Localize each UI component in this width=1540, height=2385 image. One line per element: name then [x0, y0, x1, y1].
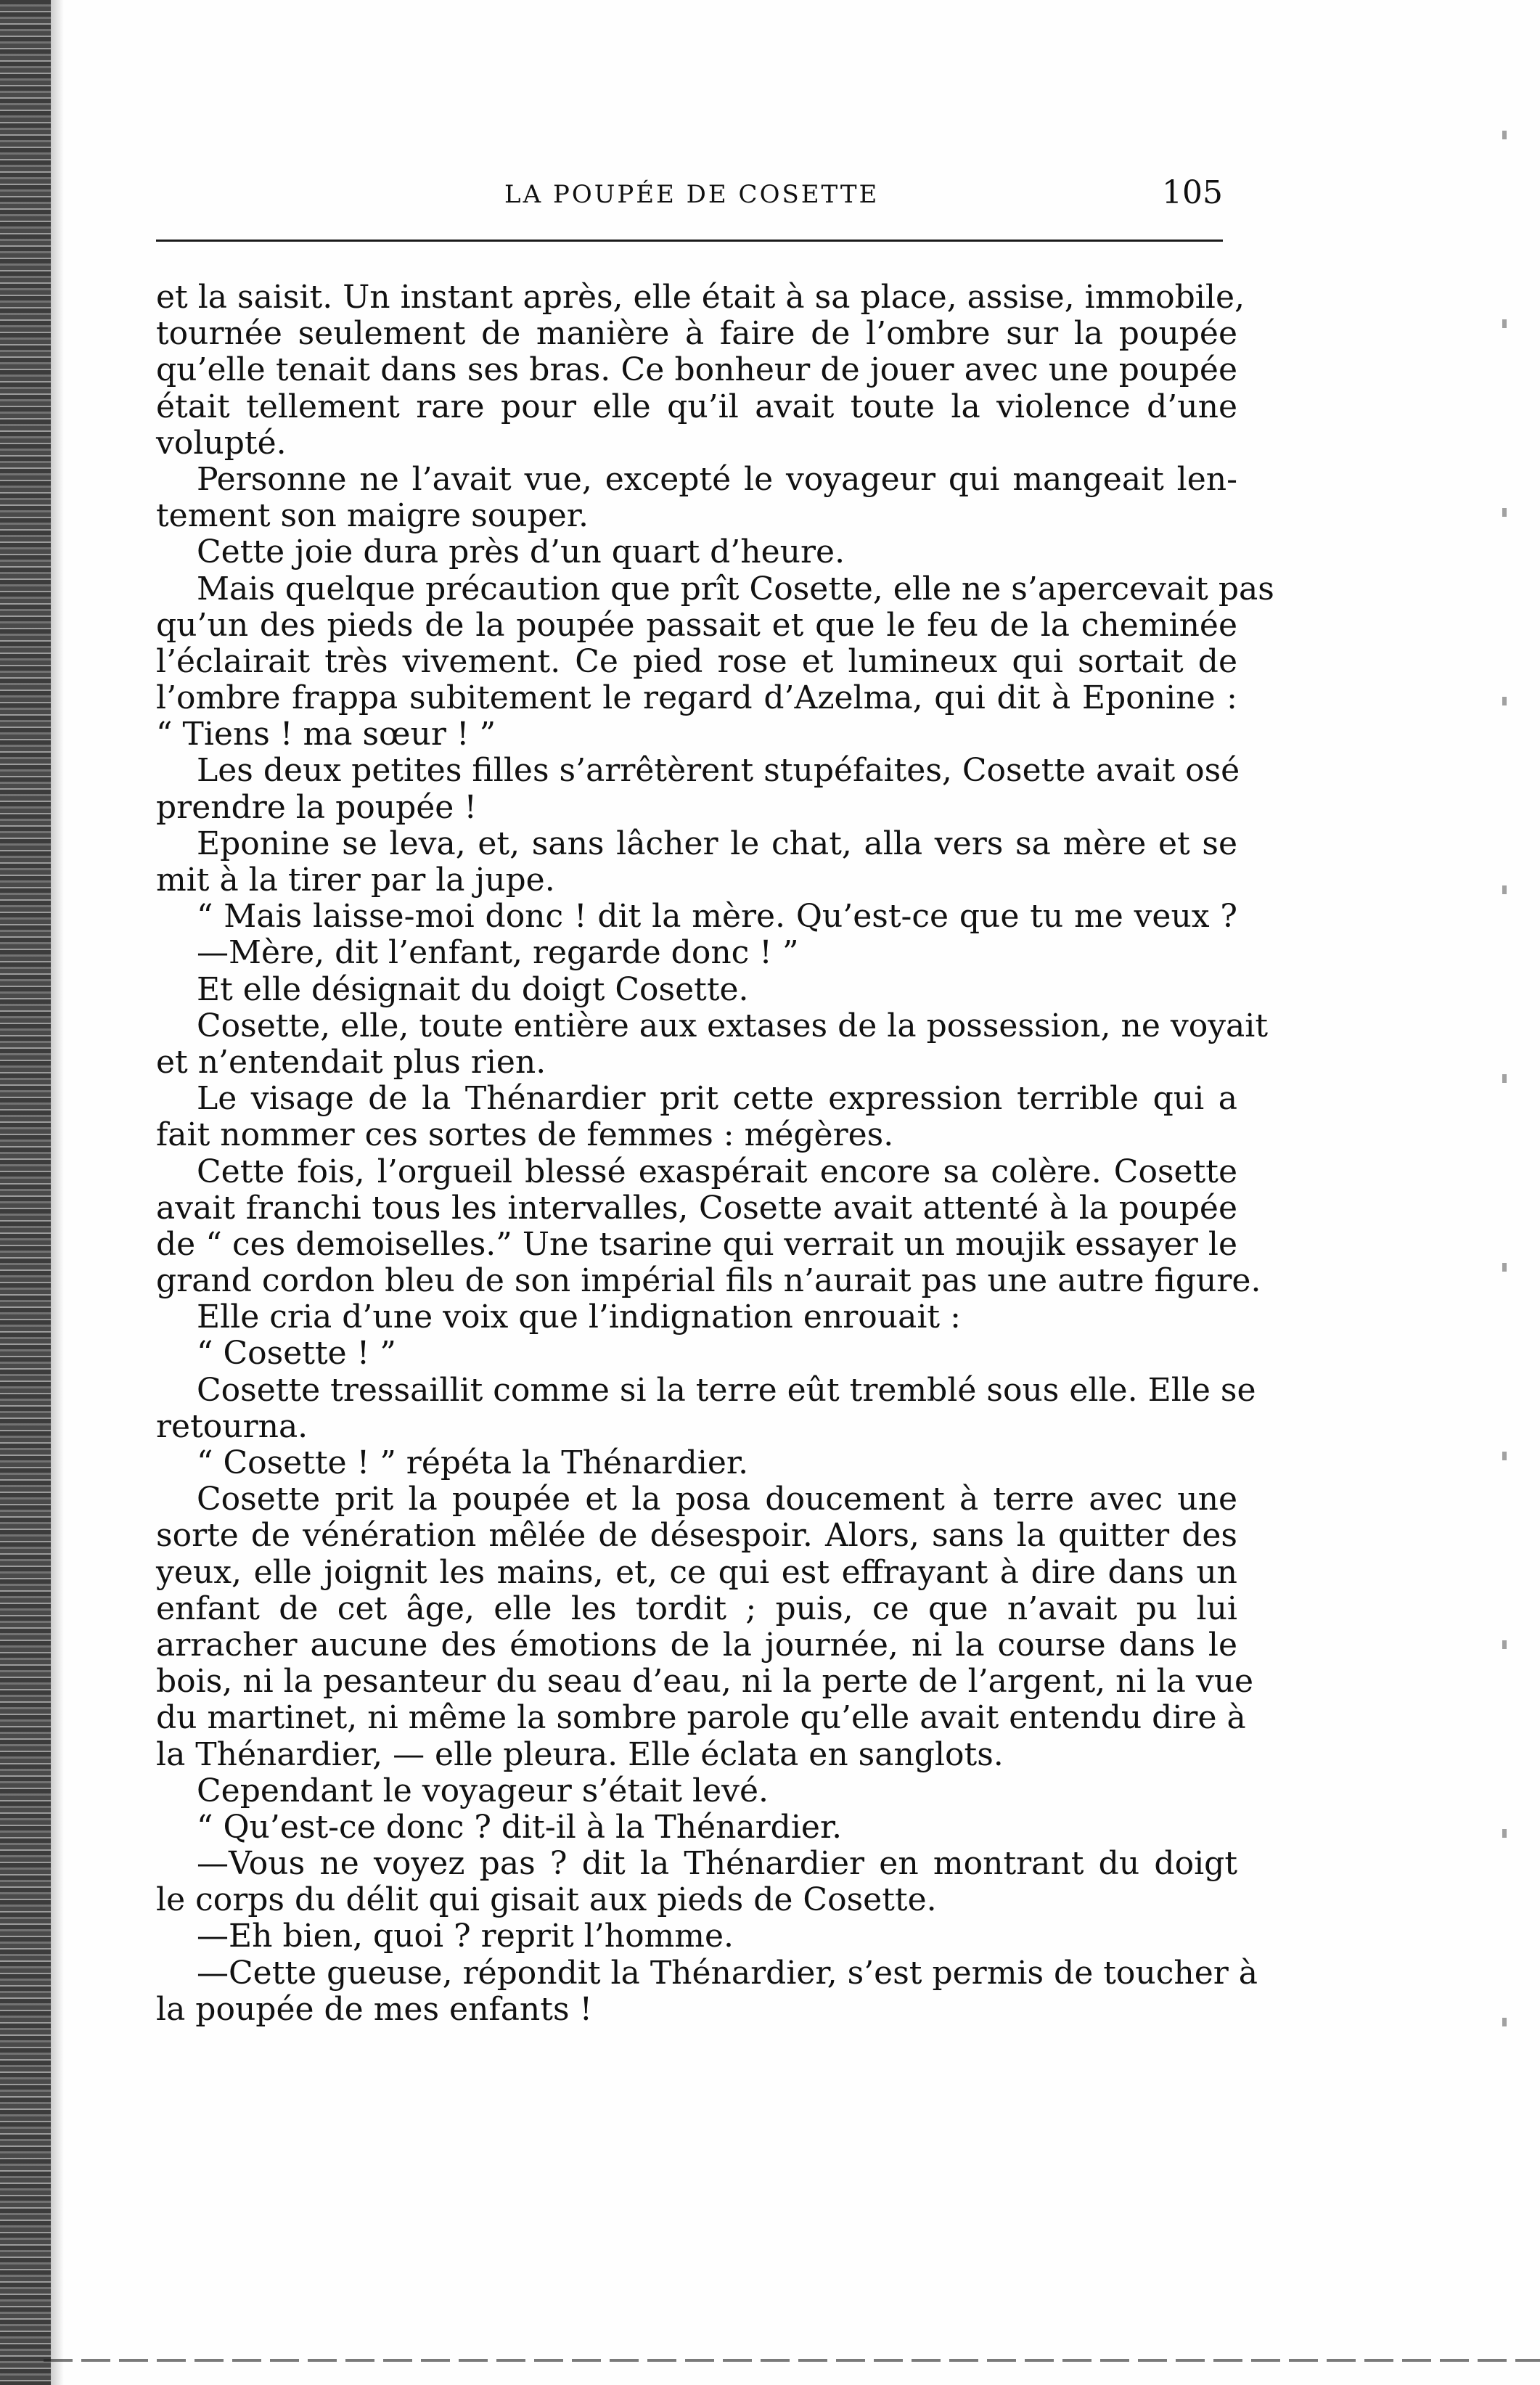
text-line: Les deux petites filles s’arrêtèrent stupéfaites, Cosette avait osé [197, 752, 1240, 790]
text-line: qu’un des pieds de la poupée passait et que le feu de la cheminée [156, 606, 1237, 644]
text-line: Elle cria d’une voix que l’indignation enrouait : [197, 1298, 961, 1336]
page-header [156, 173, 1223, 224]
scan-specks [1502, 44, 1507, 2076]
text-line: —Vous ne voyez pas ? dit la Thénardier en montrant du doigt [197, 1845, 1237, 1883]
text-line: la poupée de mes enfants ! [156, 1990, 593, 2028]
binding-shadow [51, 0, 64, 2385]
text-line: prendre la poupée ! [156, 788, 477, 826]
text-line: tournée seulement de manière à faire de l’ombre sur la poupée [156, 315, 1237, 353]
text-line: Cosette tressaillit comme si la terre eût tremblé sous elle. Elle se [197, 1371, 1256, 1409]
text-line: l’ombre frappa subitement le regard d’Azelma, qui dit à Eponine : [156, 679, 1237, 717]
text-line: était tellement rare pour elle qu’il avait toute la violence d’une [156, 388, 1237, 425]
header-rule [156, 240, 1223, 242]
binding-edge [0, 0, 51, 2385]
text-line: “ Cosette ! ” [197, 1335, 396, 1372]
text-line: Mais quelque précaution que prît Cosette, elle ne s’apercevait pas [197, 570, 1274, 608]
text-line: arracher aucune des émotions de la journée, ni la course dans le [156, 1626, 1237, 1664]
text-line: grand cordon bleu de son impérial fils n’aurait pas une autre figure. [156, 1262, 1261, 1300]
text-line: Cosette, elle, toute entière aux extases de la possession, ne voyait [197, 1007, 1269, 1044]
text-line: enfant de cet âge, elle les tordit ; puis, ce que n’avait pu lui [156, 1590, 1237, 1627]
text-line: volupté. [156, 424, 287, 462]
bottom-edge [44, 2359, 1540, 2362]
text-line: yeux, elle joignit les mains, et, ce qui est effrayant à dire dans un [156, 1553, 1237, 1591]
text-line: tement son maigre souper. [156, 497, 589, 535]
text-line: l’éclairait très vivement. Ce pied rose et lumineux qui sortait de [156, 642, 1237, 680]
text-line: bois, ni la pesanteur du seau d’eau, ni la perte de l’argent, ni la vue [156, 1663, 1254, 1701]
text-line: Personne ne l’avait vue, excepté le voyageur qui mangeait len- [197, 460, 1237, 498]
text-line: du martinet, ni même la sombre parole qu’elle avait entendu dire à [156, 1699, 1246, 1737]
text-line: Et elle désignait du doigt Cosette. [197, 970, 749, 1008]
text-line: —Eh bien, quoi ? reprit l’homme. [197, 1918, 734, 1955]
body-text [156, 279, 1274, 2028]
text-line: la Thénardier, — elle pleura. Elle éclata en sanglots. [156, 1735, 1004, 1773]
text-line: fait nommer ces sortes de femmes : mégères. [156, 1116, 894, 1154]
text-line: Cette joie dura près d’un quart d’heure. [197, 533, 845, 571]
text-line: “ Cosette ! ” répéta la Thénardier. [197, 1444, 749, 1481]
text-line: de “ ces demoiselles.” Une tsarine qui verrait un moujik essayer le [156, 1225, 1237, 1263]
text-line: “ Qu’est-ce donc ? dit-il à la Thénardier. [197, 1808, 843, 1846]
text-line: qu’elle tenait dans ses bras. Ce bonheur de jouer avec une poupée [156, 351, 1237, 389]
text-line: sorte de vénération mêlée de désespoir. Alors, sans la quitter des [156, 1517, 1237, 1555]
text-line: Cependant le voyageur s’était levé. [197, 1772, 769, 1809]
text-line: retourna. [156, 1407, 308, 1445]
text-line: mit à la tirer par la jupe. [156, 862, 555, 899]
text-line: Le visage de la Thénardier prit cette expression terrible qui a [197, 1080, 1237, 1118]
text-line: avait franchi tous les intervalles, Cosette avait attenté à la poupée [156, 1189, 1237, 1227]
text-line: “ Mais laisse-moi donc ! dit la mère. Qu’est-ce que tu me veux ? [197, 898, 1237, 936]
text-line: —Mère, dit l’enfant, regarde donc ! ” [197, 934, 799, 972]
text-line: Cosette prit la poupée et la posa doucement à terre avec une [197, 1481, 1237, 1518]
text-line: et la saisit. Un instant après, elle était à sa place, assise, immobile, [156, 279, 1245, 316]
text-line: Eponine se leva, et, sans lâcher le chat, alla vers sa mère et se [197, 825, 1237, 862]
text-line: le corps du délit qui gisait aux pieds de Cosette. [156, 1881, 937, 1919]
text-line: Cette fois, l’orgueil blessé exaspérait encore sa colère. Cosette [197, 1153, 1237, 1190]
text-line: et n’entendait plus rien. [156, 1043, 546, 1081]
running-title: LA POUPÉE DE COSETTE [504, 180, 880, 209]
text-line: “ Tiens ! ma sœur ! ” [156, 716, 496, 753]
page-number: 105 [1162, 174, 1223, 211]
text-line: —Cette gueuse, répondit la Thénardier, s’est permis de toucher à [197, 1954, 1258, 1992]
